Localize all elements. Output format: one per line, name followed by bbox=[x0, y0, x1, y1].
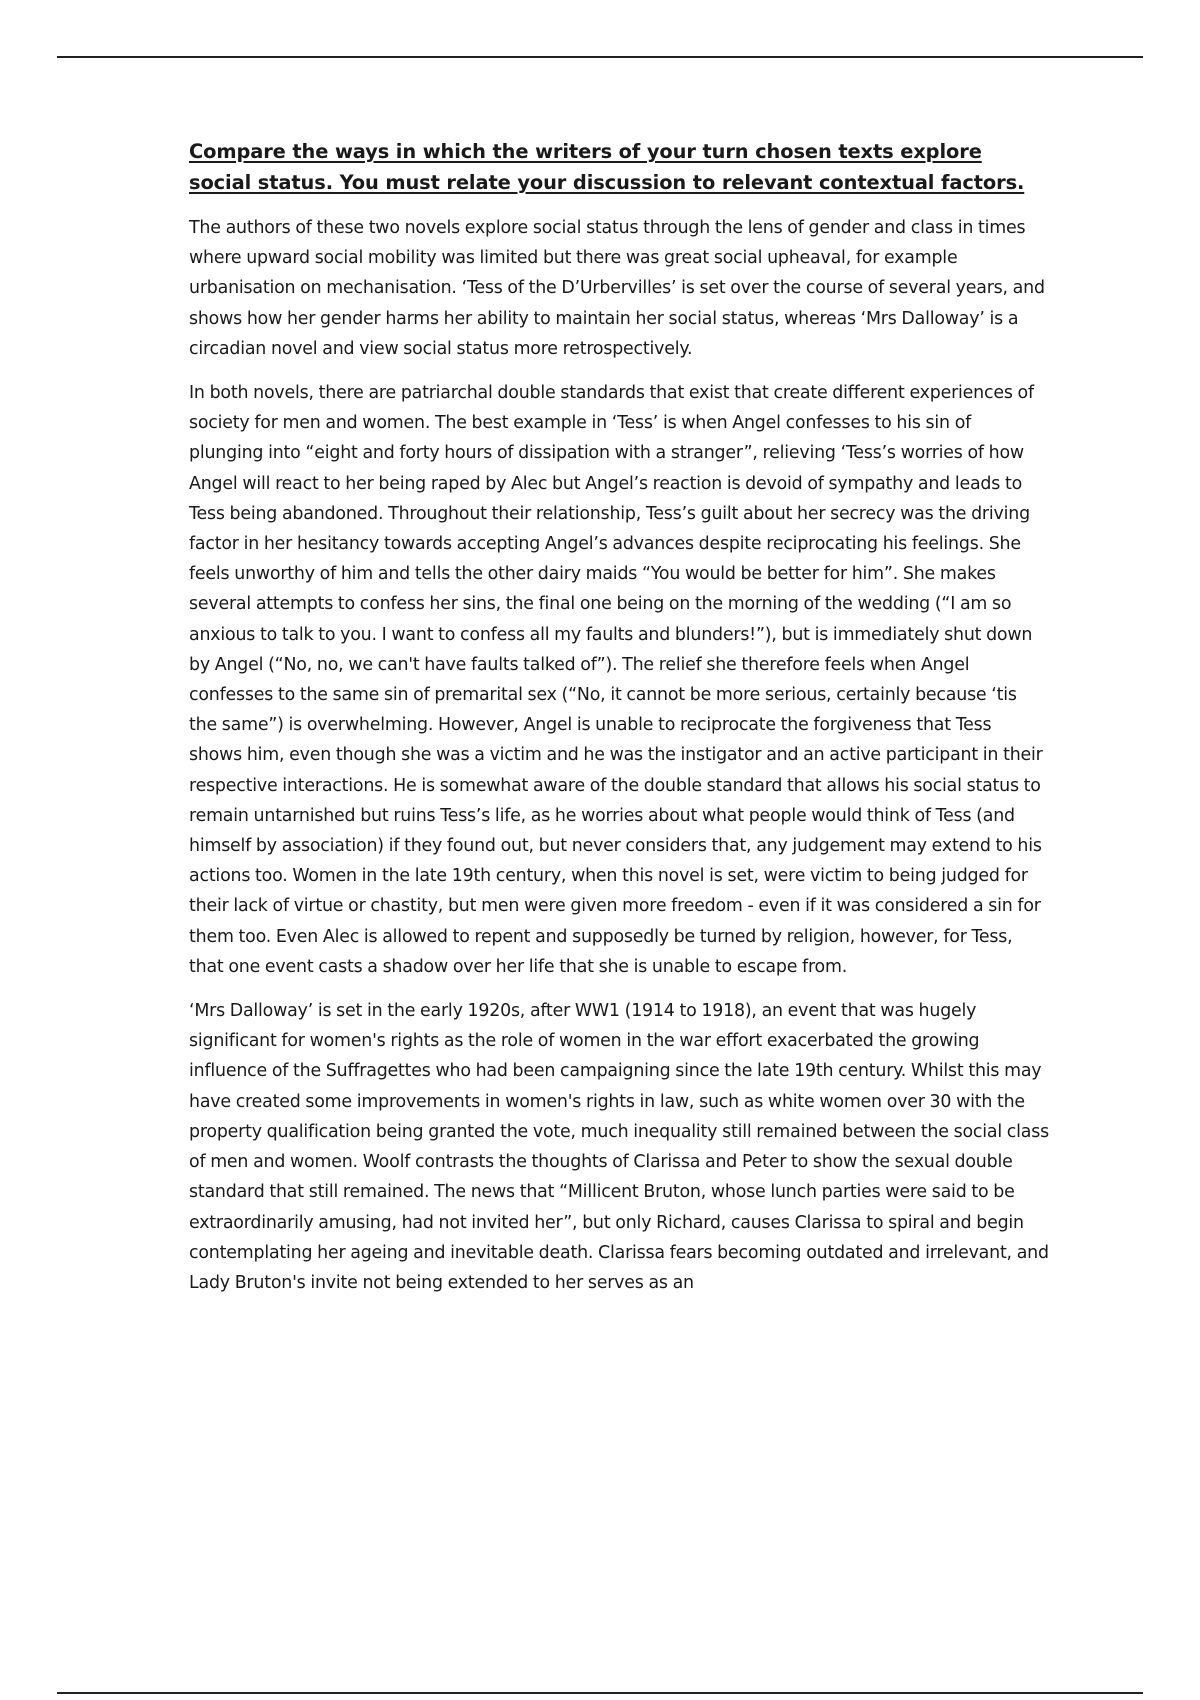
paragraph-tess: In both novels, there are patriarchal double standards that exist that create different experiences of society for men and women. The best example in ‘Tess’ is when Angel confesses to his sin of plunging into “eight and forty hours of dissipation with a stranger”, relieving ‘Tess’s worries of how Angel will react to her being raped by Alec but Angel’s reaction is devoid of sympathy and leads to Tess being abandoned. Throughout their relationship, Tess’s guilt about her secrecy was the driving factor in her hesitancy towards accepting Angel’s advances despite reciprocating his feelings. She feels unworthy of him and tells the other dairy maids “You would be better for him”. She makes several attempts to confess her sins, the final one being on the morning of the wedding (“I am so anxious to talk to you. I want to confess all my faults and blunders!”), but is immediately shut down by Angel (“No, no, we can't have faults talked of”). The relief she therefore feels when Angel confesses to the same sin of premarital sex (“No, it cannot be more serious, certainly because ‘tis the same”) is overwhelming. However, Angel is unable to reciprocate the forgiveness that Tess shows him, even though she was a victim and he was the instigator and an active participant in their respective interactions. He is somewhat aware of the double standard that allows his social status to remain untarnished but ruins Tess’s life, as he worries about what people would think of Tess (and himself by association) if they found out, but never considers that, any judgement may extend to his actions too. Women in the late 19th century, when this novel is set, were victim to being judged for their lack of virtue or chastity, but men were given more freedom - even if it was considered a sin for them too. Even Alec is allowed to repent and supposedly be turned by religion, however, for Tess, that one event casts a shadow over her life that she is unable to escape from. bbox=[189, 383, 1043, 977]
top-rule bbox=[57, 56, 1143, 58]
bottom-rule bbox=[57, 1692, 1143, 1694]
document-body bbox=[189, 136, 1049, 1312]
paragraph-mrs-dalloway: ‘Mrs Dalloway’ is set in the early 1920s, after WW1 (1914 to 1918), an event that was hugely significant for women's rights as the role of women in the war effort exacerbated the growing influence of the Suffragettes who had been campaigning since the late 19th century. Whilst this may have created some improvements in women's rights in law, such as white women over 30 with the property qualification being granted the vote, much inequality still remained between the social class of men and women. Woolf contrasts the thoughts of Clarissa and Peter to show the sexual double standard that still remained. The news that “Millicent Bruton, whose lunch parties were said to be extraordinarily amusing, had not invited her”, but only Richard, causes Clarissa to spiral and begin contemplating her ageing and inevitable death. Clarissa fears becoming outdated and irrelevant, and Lady Bruton's invite not being extended to her serves as an bbox=[189, 1001, 1049, 1293]
paragraph-introduction: The authors of these two novels explore social status through the lens of gender and class in times where upward social mobility was limited but there was great social upheaval, for example urbanisation on mechanisation. ‘Tess of the D’Urbervilles’ is set over the course of several years, and shows how her gender harms her ability to maintain her social status, whereas ‘Mrs Dalloway’ is a circadian novel and view social status more retrospectively. bbox=[189, 218, 1045, 359]
essay-question-heading: Compare the ways in which the writers of your turn chosen texts explore social status. You must relate your discussion to relevant contextual factors. bbox=[189, 140, 1025, 194]
